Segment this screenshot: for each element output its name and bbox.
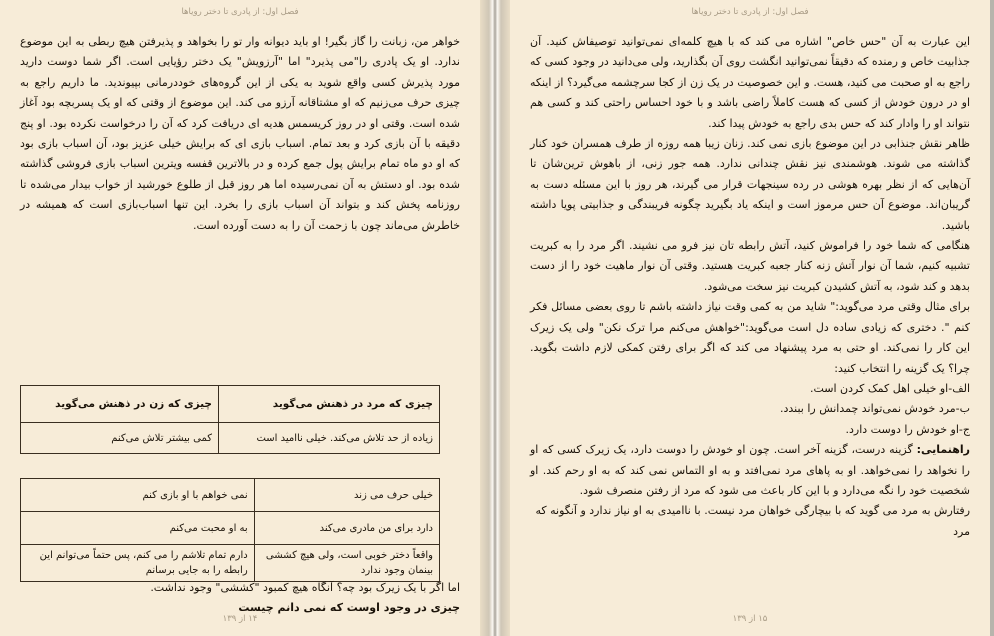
guide-label: راهنمایی:	[916, 443, 970, 457]
body-paragraph: برای مثال وقتی مرد می‌گوید:" شاید من به کمی وقت نیاز داشته باشم تا روی بعضی مسائل فکر کنم ". دختری که زیادی ساده دل است می‌گوید:"خواهش می‌کنم مرا ترک نکن" ولی یک زیرک این کار را نمی‌کند. او حتی به مرد پیشنهاد می کند که اگر برای رفتن کمکی لازم داشت بگوید. چرا؟ یک گزینه را انتخاب کنید:	[530, 300, 970, 375]
table-row	[21, 423, 440, 454]
table-row	[21, 512, 440, 545]
body-paragraph: هنگامی که شما خود را فراموش کنید، آتش رابطه تان نیز فرو می نشیند. اگر مرد را به کبریت تشبیه کنیم، شما آن نوار آتش زنه کنار جعبه کبریت هستید. وقتی آن نوار ماهیت خود را از دست بدهد و کند شود، به آتش کشیدن کبریت نیز سخت می‌شود.	[530, 239, 970, 293]
table-cell: دارم تمام تلاشم را می کنم، پس حتماً می‌توانم این رابطه را به جایی برسانم	[21, 545, 255, 582]
page-body	[530, 32, 970, 542]
page-body	[20, 32, 460, 236]
body-line: اما اگر با یک زیرک بود چه؟ آنگاه هیچ کمبود "کششی" وجود نداشت.	[150, 581, 460, 594]
guide-text: گزینه درست، گزینه آخر است. چون او خودش را دوست دارد، یک زیرک کسی که او را نخواهد را نمی‌خواهد. او به پاهای مرد نمی‌افتد و به او التماس نمی کند که به او رحم کند. او شخصیت خود را نگه می‌دارد و با این کار باعث می شود که مرد از رفتن منصرف شود.	[530, 443, 970, 497]
table-cell: نمی خواهم با او بازی کنم	[21, 479, 255, 512]
comparison-table-header	[20, 385, 440, 454]
book-spine	[480, 0, 510, 636]
comparison-table	[20, 478, 440, 582]
body-line: رفتارش به مرد می گوید که با بیچارگی خواهان مرد نیست. با ناامیدی به او نیاز ندارد و آنگونه که مرد	[535, 504, 970, 538]
page-number: ۱۵ از ۱۳۹	[732, 614, 768, 624]
left-page	[0, 0, 480, 636]
page-number: ۱۴ از ۱۳۹	[222, 614, 258, 624]
guide-paragraph	[530, 440, 970, 501]
body-paragraph: خواهر من، زبانت را گاز بگیر! او باید دیوانه وار تو را بخواهد و پذیرفتن هیچ ربطی به این موضوع ندارد. او یک پادری را"می پذیرد" اما "آرزویش" یک دختر رؤیایی است. اگر شما دوست دارید مورد پذیرش کسی واقع شوید به یکی از این گروه‌های خوددرمانی بپیوندید. ما داریم راجع به چیزی حرف می‌زنیم که او مشتاقانه آرزو می کند. این موضوع از وقتی که او یک پسربچه بود آغاز شده است. وقتی او در روز کریسمس هدیه ای دریافت کرد که آن را درخواست نکرده بود. او پنج دقیقه با آن بازی کرد و بعد تمام. اسباب بازی ای که برایش خیلی عزیز بود، آن اسباب بازی بود که او دو ماه تمام برایش پول جمع کرده و در بالاترین قفسه ویترین اسباب بازی فروشی گذاشته شده بود. او دستش به آن نمی‌رسیده اما هر روز قبل از طلوع خورشید از خواب بیدار می‌شده تا روزنامه پخش کند و بتواند آن اسباب بازی را بخرد. این تنها اسباب‌بازی است که همیشه در خاطرش می‌ماند چون با زحمت آن را به دست آورده است.	[20, 35, 460, 232]
table-row	[21, 479, 440, 512]
page-body-end	[20, 578, 460, 619]
right-page	[510, 0, 990, 636]
table-cell: زیاده از حد تلاش می‌کند. خیلی ناامید است	[219, 423, 440, 454]
body-paragraph: این عبارت به آن "حس خاص" اشاره می کند که با هیچ کلمه‌ای نمی‌توانید توصیفاش کنید. آن جذابیت خاص و رمنده که دقیقاً نمی‌توانید انگشت روی آن بگذارید، ولی می‌دانید در وجود کسی که راجع به او صحبت می کنید، هست. و این خصوصیت در یک زن از کجا سرچشمه می‌گیرد؟ از اینکه او در درون خودش از کسی که هست کاملاً راضی باشد و با خود احساس راحتی کند و کسی هم نتواند او را وادار کند که حس بدی راجع به خودش پیدا کند.	[530, 35, 970, 130]
table-cell: به او محبت می‌کنم	[21, 512, 255, 545]
table-row	[21, 545, 440, 582]
table-cell: دارد برای من مادری می‌کند	[254, 512, 439, 545]
table-cell: کمی بیشتر تلاش می‌کنم	[21, 423, 219, 454]
table-header-row	[21, 386, 440, 423]
option-item: ج-او خودش را دوست دارد.	[845, 422, 970, 436]
page-header: فصل اول: از پادری تا دختر رویاها	[181, 7, 299, 17]
option-item: ب-مرد خودش نمی‌تواند چمدانش را ببندد.	[779, 402, 970, 416]
bold-heading: چیزی در وجود اوست که نمی دانم چیست	[238, 601, 460, 615]
table-header-cell: چیزی که مرد در ذهنش می‌گوید	[219, 386, 440, 423]
page-header: فصل اول: از پادری تا دختر رویاها	[691, 7, 809, 17]
body-paragraph: ظاهر نقش جنذابی در این موضوع بازی نمی کند. زنان زیبا همه روزه از طرف همسران خود کنار گذاشته می شوند. هوشمندی نیز نقش چندانی ندارد. همه جور زنی، از باهوش ترین‌شان تا آن‌هایی که از نظر بهره هوشی در رده سینجهات قرار می گیرند، هر روز با این مسئله دست به گریبان‌اند. موضوع آن حس مرموز است و اینکه یاد بگیرید چگونه فریبندگی و جذابیتی پویا داشته باشید.	[530, 137, 970, 232]
option-item: الف-او خیلی اهل کمک کردن است.	[809, 381, 970, 395]
table-header-cell: چیزی که زن در ذهنش می‌گوید	[21, 386, 219, 423]
table-cell: خیلی حرف می زند	[254, 479, 439, 512]
table-cell: واقعاً دختر خوبی است، ولی هیچ کششی بینمان وجود ندارد	[254, 545, 439, 582]
